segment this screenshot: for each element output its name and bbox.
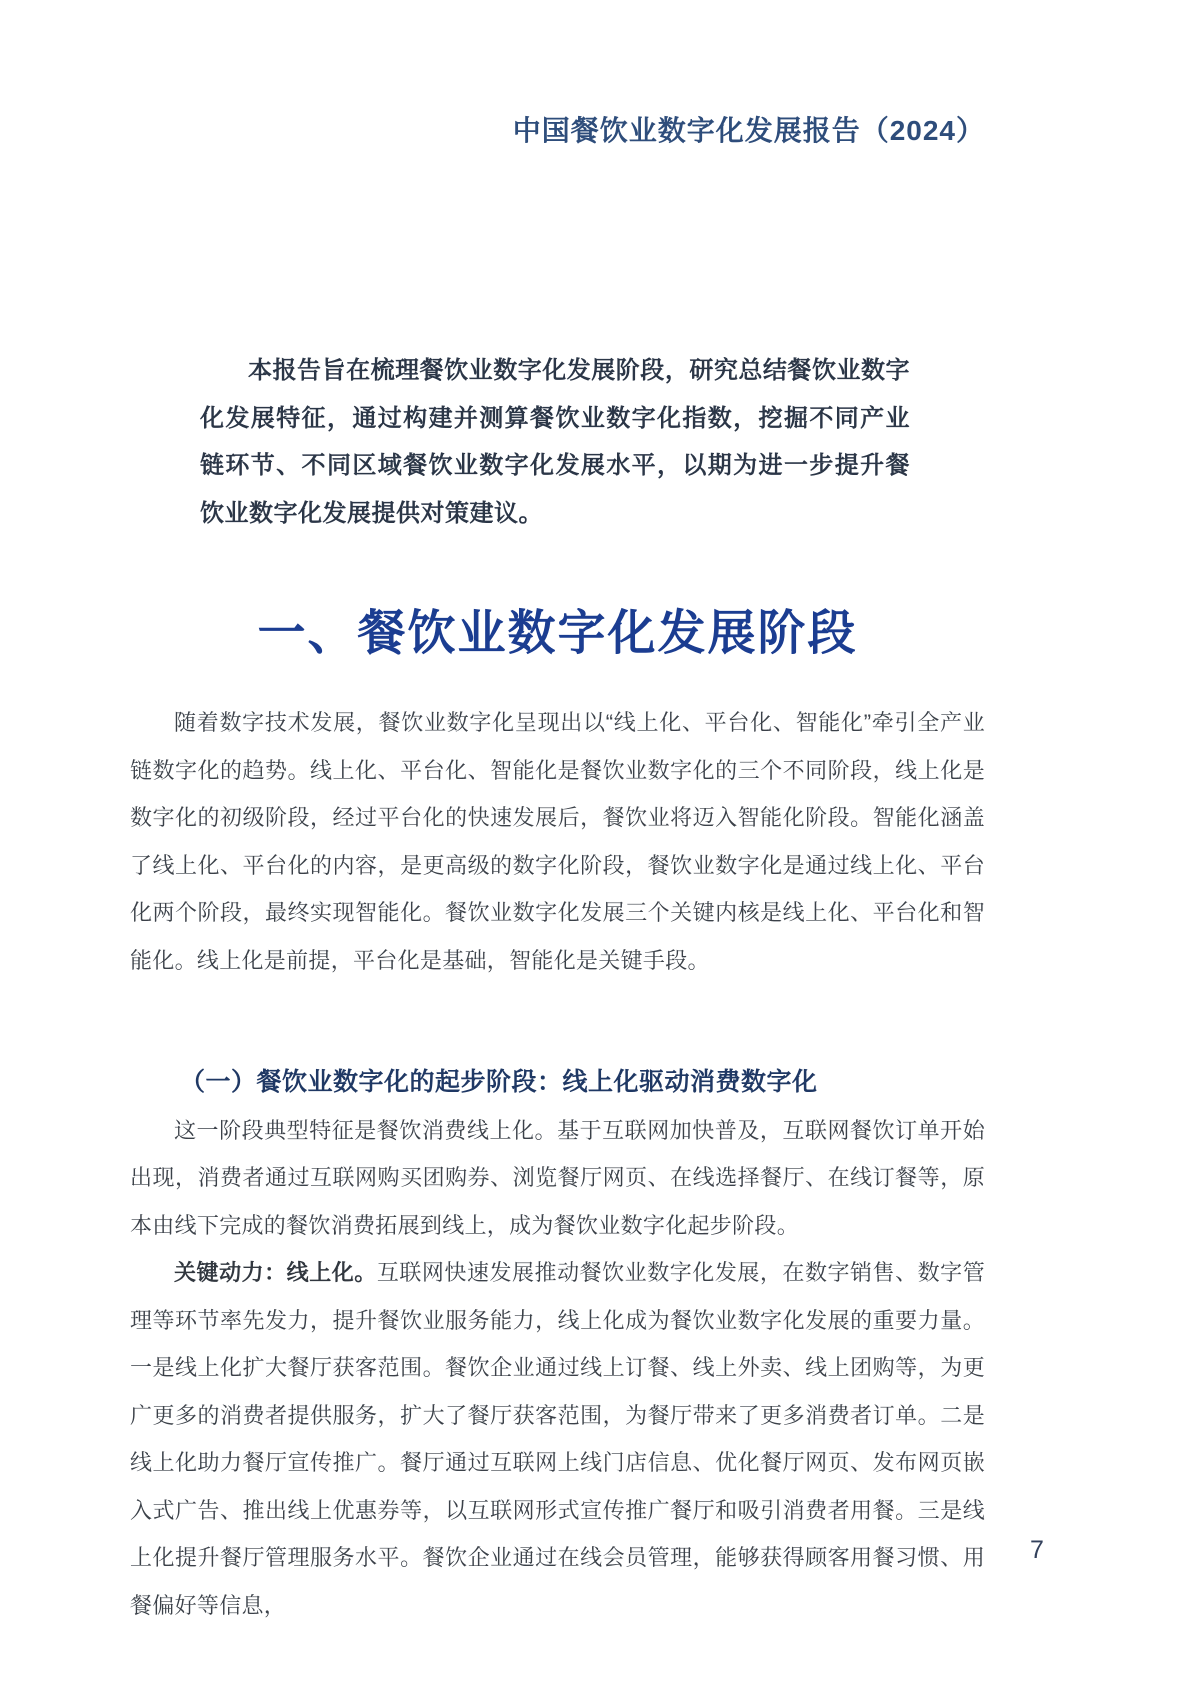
subsection-paragraph-2 xyxy=(130,1249,985,1629)
abstract-block xyxy=(200,347,910,537)
paragraph-body-text: 互联网快速发展推动餐饮业数字化发展，在数字销售、数字管理等环节率先发力，提升餐饮业服务能力，线上化成为餐饮业数字化发展的重要力量。一是线上化扩大餐厅获客范围。餐饮企业通过线上订餐、线上外卖、线上团购等，为更广更多的消费者提供服务，扩大了餐厅获客范围，为餐厅带来了更多消费者订单。二是线上化助力餐厅宣传推广。餐厅通过互联网上线门店信息、优化餐厅网页、发布网页嵌入式广告、推出线上优惠券等，以互联网形式宣传推广餐厅和吸引消费者用餐。三是线上化提升餐厅管理服务水平。餐饮企业通过在线会员管理，能够获得顾客用餐习惯、用餐偏好等信息， xyxy=(130,1260,985,1618)
abstract-paragraph: 本报告旨在梳理餐饮业数字化发展阶段，研究总结餐饮业数字化发展特征，通过构建并测算餐饮业数字化指数，挖掘不同产业链环节、不同区域餐饮业数字化发展水平，以期为进一步提升餐饮业数字化发展提供对策建议。 xyxy=(200,357,910,527)
section-intro-paragraph: 随着数字技术发展，餐饮业数字化呈现出以“线上化、平台化、智能化”牵引全产业链数字化的趋势。线上化、平台化、智能化是餐饮业数字化的三个不同阶段，线上化是数字化的初级阶段，经过平台化的快速发展后，餐饮业将迈入智能化阶段。智能化涵盖了线上化、平台化的内容，是更高级的数字化阶段，餐饮业数字化是通过线上化、平台化两个阶段，最终实现智能化。餐饮业数字化发展三个关键内核是线上化、平台化和智能化。线上化是前提，平台化是基础，智能化是关键手段。 xyxy=(130,710,985,973)
subsection-paragraph-1: 这一阶段典型特征是餐饮消费线上化。基于互联网加快普及，互联网餐饮订单开始出现，消费者通过互联网购买团购券、浏览餐厅网页、在线选择餐厅、在线订餐等，原本由线下完成的餐饮消费拓展到线上，成为餐饮业数字化起步阶段。 xyxy=(130,1117,985,1238)
page-number: 7 xyxy=(1030,1536,1044,1564)
paragraph-lead-bold: 关键动力：线上化。 xyxy=(174,1260,377,1285)
section-title: 一、餐饮业数字化发展阶段 xyxy=(257,607,858,660)
subsection-title: （一）餐饮业数字化的起步阶段：线上化驱动消费数字化 xyxy=(180,1068,818,1096)
page-header xyxy=(130,113,985,149)
report-header-title: 中国餐饮业数字化发展报告（2024） xyxy=(512,115,985,146)
